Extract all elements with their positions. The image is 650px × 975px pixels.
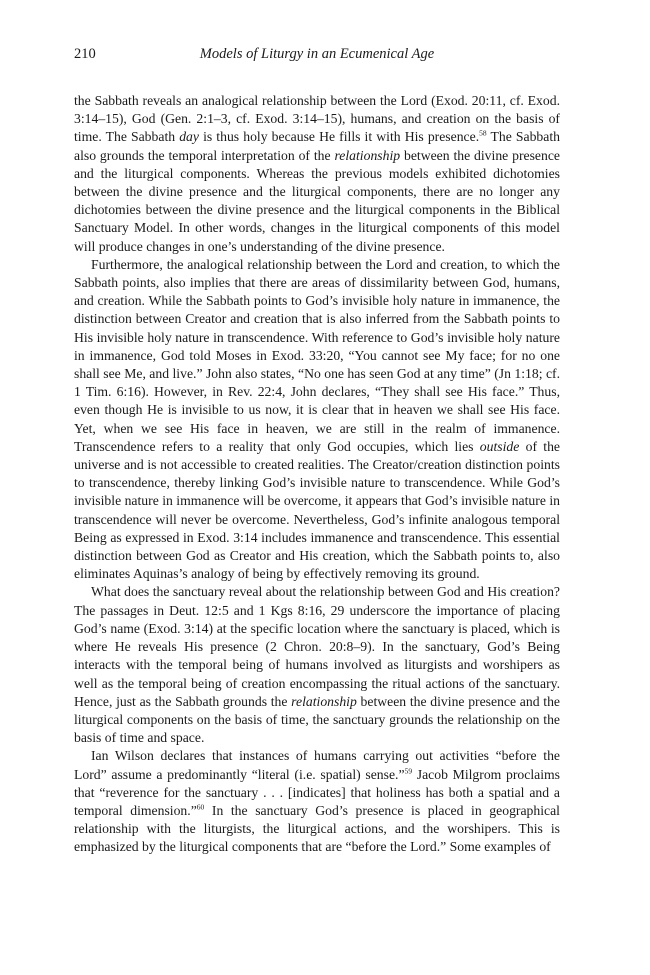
text-run-italic: outside — [479, 438, 520, 454]
footnote-ref-60: 60 — [196, 802, 205, 812]
text-run: What does the sanctuary reveal about the relationship between God and His creation? The passages in Deut. 12:5 and 1 Kgs 8:16, 29 underscore the importance of placing God’s name (Exod. 3:14) at the specific location where the sanctuary is placed, which is where He reveals His presence (2 Chron. 20:8–9). In the sanctuary, God’s Being interacts with the temporal being of humans involved as liturgists and worshipers as well as the temporal being of creation encompassing the ritual actions of the sanctuary. Hence, just as the Sabbath grounds the — [74, 584, 560, 709]
paragraph-4 — [74, 747, 560, 856]
body-text — [74, 92, 560, 857]
text-run-italic: day — [179, 129, 199, 145]
page-number: 210 — [74, 46, 96, 62]
running-head — [74, 46, 560, 66]
text-run-italic: relationship — [334, 147, 401, 163]
text-run: Jacob Milgrom proclaims that “reverence for the sanctuary . . . [indicates] that holiness has both a spatial and a temporal dimension.” — [74, 766, 560, 818]
paragraph-3 — [74, 583, 560, 747]
text-run: The Sabbath also grounds the temporal interpretation of the — [74, 129, 560, 163]
text-run: between the divine presence and the liturgical components on the basis of time, the sanctuary grounds the relationship on the basis of time and space. — [74, 693, 560, 746]
paragraph-1 — [74, 92, 560, 256]
text-run: In the sanctuary God’s presence is placed in geographical relationship with the liturgists, the liturgical actions, and the worshipers. This is emphasized by the liturgical components that are “before the Lord.” Some examples of — [74, 802, 560, 855]
running-title: Models of Liturgy in an Ecumenical Age — [199, 46, 435, 62]
text-run: Furthermore, the analogical relationship between the Lord and creation, to which the Sabbath points, also implies that there are areas of dissimilarity between God, humans, and creation. While the Sabbath points to God’s invisible holy nature in immanence, the distinction between Creator and creation that is also inferred from the Sabbath points to His invisible holy nature in transcendence. With reference to God’s invisible holy nature in immanence, God told Moses in Exod. 33:20, “You cannot see My face; for no one shall see Me, and live.” John also states, “No one has seen God at any time” (Jn 1:18; cf. 1 Tim. 6:16). However, in Rev. 22:4, John declares, “They shall see His face.” Thus, even though He is invisible to us now, it is clear that in heaven we shall see His face. Yet, when we see His face in heaven, we are still in the realm of immanence. Transcendence refers to a reality that only God occupies, which lies — [74, 256, 560, 454]
footnote-ref-59: 59 — [404, 765, 413, 775]
paragraph-2 — [74, 256, 560, 584]
text-run: between the divine presence and the liturgical components. Whereas the previous models exhibited dichotomies between the divine presence and the liturgical components, there are no longer any dichotomies between the divine presence and the liturgical components in the Biblical Sanctuary Model. In other words, changes in the liturgical components of this model will produce changes in one’s understanding of the divine presence. — [74, 147, 560, 254]
text-run-italic: relationship — [291, 693, 357, 709]
text-run: Ian Wilson declares that instances of humans carrying out activities “before the Lord” assume a predominantly “literal (i.e. spatial) sense.” — [74, 748, 560, 782]
text-run: is thus holy because He fills it with His presence. — [198, 129, 480, 145]
footnote-ref-58: 58 — [479, 128, 487, 138]
text-run: of the universe and is not accessible to created realities. The Creator/creation distinction points to transcendence, thereby linking God’s invisible nature to transcendence. While God’s invisible nature in immanence will be overcome, it appears that God’s invisible nature in transcendence will never be overcome. Nevertheless, God’s infinite analogous temporal Being as expressed in Exod. 3:14 includes immanence and transcendence. This essential distinction between God as Creator and His creation, which the Sabbath points to, also eliminates Aquinas’s analogy of being by effectively removing its ground. — [74, 438, 561, 582]
text-run: the Sabbath reveals an analogical relationship between the Lord (Exod. 20:11, cf. Exod. 3:14–15), God (Gen. 2:1–3, cf. Exod. 3:14–15), humans, and creation on the basis of time. The Sabbath — [74, 93, 560, 145]
